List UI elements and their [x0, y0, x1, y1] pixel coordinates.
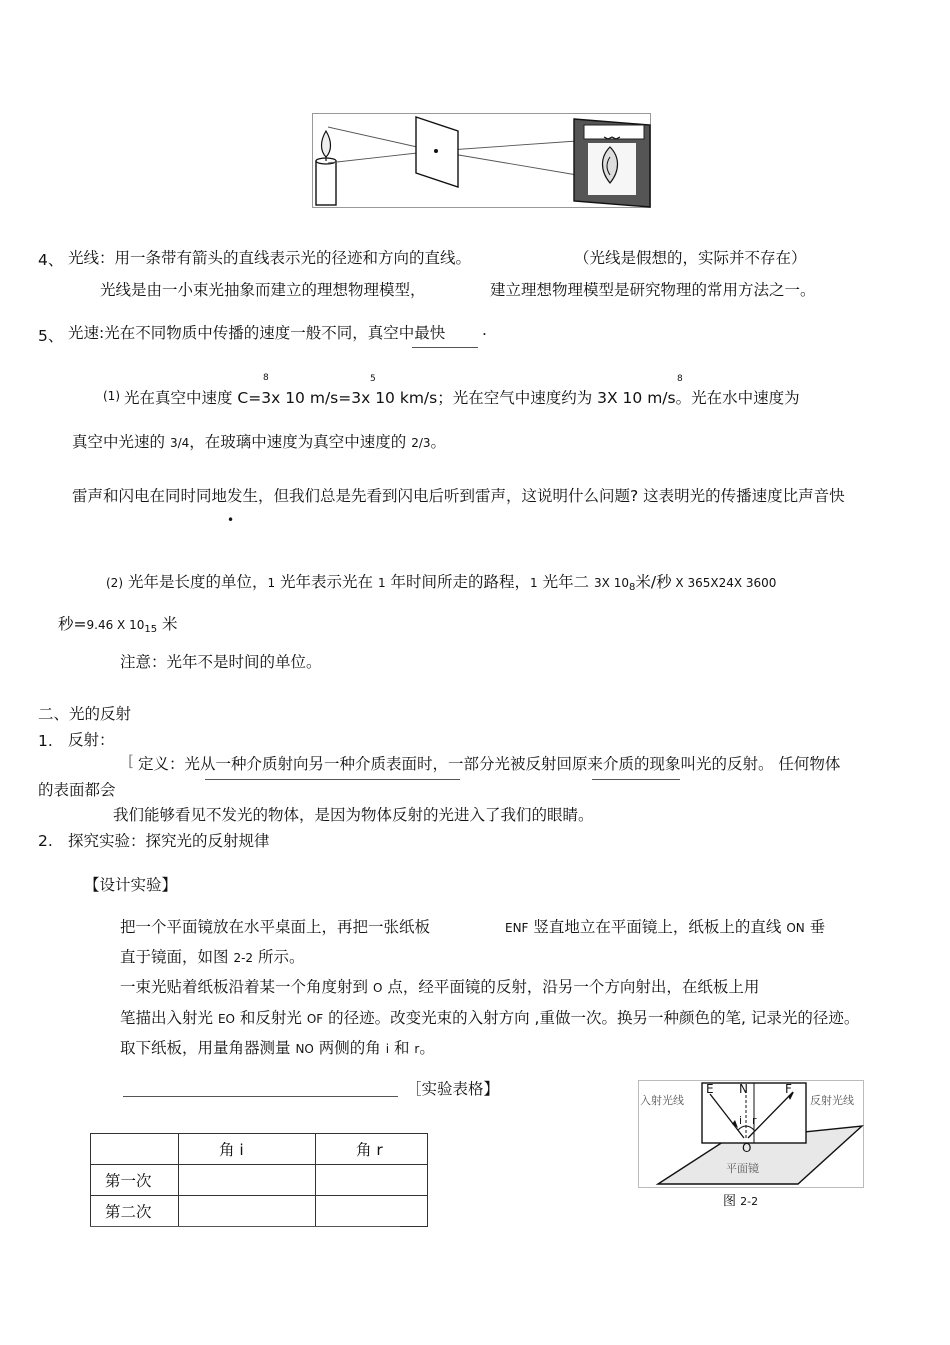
table-bottom-line [90, 1226, 400, 1227]
visibility-explanation: 我们能够看见不发光的物体，是因为物体反射的光进入了我们的眼睛。 [113, 806, 594, 824]
exponent: 5 [370, 374, 376, 384]
exponent: 8 [263, 373, 269, 383]
text: 取下纸板，用量角器测量 [120, 1039, 296, 1057]
table-row [91, 1196, 428, 1227]
part-1-continuation [72, 430, 446, 452]
table-title: ［实验表格】 [406, 1080, 500, 1098]
reflection-definition: 定义：光从一种介质射向另一种介质表面时，一部分光被反射回原来介质的现象叫光的反射。 任何物体 [138, 755, 841, 773]
table-header-row [91, 1134, 428, 1165]
table-header-cell [91, 1134, 179, 1165]
fraction: 2/3 [411, 436, 431, 450]
part-2-line [106, 570, 776, 593]
screen [574, 119, 650, 207]
table-cell[interactable] [179, 1165, 316, 1196]
underline [412, 347, 478, 348]
text: 3X 10 [594, 576, 629, 590]
part-1-label: (1) [103, 389, 120, 403]
text: 光年表示光在 [275, 573, 378, 591]
text: 光年二 [537, 573, 595, 591]
design-title: 【设计实验】 [84, 876, 178, 894]
text: 把一个平面镜放在水平桌面上，再把一张纸板 [120, 918, 431, 936]
item-4-line: 光线：用一条带有箭头的直线表示光的径迹和方向的直线。 [68, 249, 472, 267]
underline [592, 779, 680, 780]
text: 和反射光 [234, 1009, 307, 1027]
bracket: [ [128, 752, 135, 770]
text: OF [306, 1012, 324, 1026]
item-5-number: 5、 [38, 327, 64, 345]
subscript: 15 [144, 624, 158, 635]
text: 的径迹。改变光束的入射方向 ,重做一次。换另一种颜色的笔, 记录光的径迹。 [323, 1009, 860, 1027]
design-line-1 [120, 915, 430, 937]
table-header-cell: 角 i [179, 1134, 316, 1165]
reflection-apparatus-figure [638, 1080, 864, 1188]
text: 光年是长度的单位， [127, 573, 268, 591]
table-cell: 第一次 [91, 1165, 179, 1196]
text: 竖直地立在平面镜上，纸板上的直线 [528, 918, 787, 936]
label-mirror: 平面镜 [726, 1162, 759, 1175]
light-year-note: 注意：光年不是时间的单位。 [120, 653, 322, 671]
text: r [414, 1042, 420, 1056]
reflection-definition-cont: 的表面都会 [38, 781, 116, 799]
part-1-text: 光在真空中速度 C=3x 10 m/s=3x 10 km/s；光在空气中速度约为 3X 10 m/s。光在水中速度为 [124, 389, 800, 407]
text: 两侧的角 [313, 1039, 386, 1057]
label-i: i [739, 1114, 743, 1127]
text: 直于镜面，如图 [120, 948, 234, 966]
text: 1 [530, 576, 538, 590]
text: 真空中光速的 [72, 433, 170, 451]
item-2-label: 探究实验：探究光的反射规律 [68, 832, 270, 850]
text: 垂 [804, 918, 826, 936]
underline [123, 1096, 398, 1097]
underline [205, 779, 460, 780]
label-F: F [785, 1082, 792, 1096]
text: X 365X24X 3600 [671, 576, 777, 590]
item-4-number: 4、 [38, 251, 64, 269]
label-r: r [752, 1114, 757, 1127]
label-E: E [706, 1082, 714, 1096]
table-cell[interactable] [179, 1196, 316, 1227]
figure-caption [723, 1190, 758, 1209]
text: 所示。 [253, 948, 305, 966]
text: 。 [419, 1039, 435, 1057]
part-2-label: (2) [106, 576, 123, 590]
text: 年时间所走的路程， [385, 573, 531, 591]
text: 和 [389, 1039, 415, 1057]
text: NO [295, 1042, 314, 1056]
text: O [372, 981, 383, 995]
pinhole-camera-illustration [312, 113, 652, 209]
label-O: O [742, 1141, 752, 1155]
text: 米/秒 [635, 573, 672, 591]
text: 。 [430, 433, 447, 451]
text: 点，经平面镜的反射，沿另一个方向射出，在纸板上用 [382, 978, 760, 996]
item-5-line: 光速:光在不同物质中传播的速度一般不同，真空中最快 [68, 324, 446, 342]
text: EO [217, 1012, 235, 1026]
section-title: 二、光的反射 [38, 705, 132, 723]
text: 1 [377, 576, 386, 590]
text: 9.46 X 10 [86, 618, 145, 632]
item-1-number: 1. [38, 732, 53, 750]
exponent: 8 [677, 374, 683, 384]
table-cell[interactable] [316, 1165, 428, 1196]
experiment-table [90, 1133, 428, 1227]
design-line-3 [120, 975, 759, 997]
item-1-label: 反射： [68, 731, 115, 749]
text: 一束光贴着纸板沿着某一个角度射到 [120, 978, 373, 996]
thunder-question: 雷声和闪电在同时同地发生，但我们总是先看到闪电后听到雷声，这说明什么问题? 这表明光的传播速度比声音快 [72, 487, 845, 505]
text: ON [786, 921, 805, 935]
label-reflected: 反射光线 [810, 1094, 854, 1107]
label-incident: 入射光线 [640, 1094, 684, 1107]
text: 1 [267, 576, 276, 590]
item-5-dot: . [482, 321, 487, 339]
label-N: N [739, 1082, 748, 1096]
table-header-cell: 角 r [316, 1134, 428, 1165]
text: 秒= [58, 615, 87, 633]
item-4-note: （光线是假想的，实际并不存在） [574, 249, 807, 267]
table-cell[interactable] [316, 1196, 428, 1227]
table-row [91, 1165, 428, 1196]
design-line-4 [120, 1006, 859, 1028]
bullet: • [227, 513, 235, 527]
item-4-line2a: 光线是由一小束光抽象而建立的理想物理模型， [100, 281, 426, 299]
text: 笔描出入射光 [120, 1009, 218, 1027]
table-cell: 第二次 [91, 1196, 179, 1227]
part-2-continuation [58, 612, 178, 635]
design-line-2 [120, 945, 304, 967]
item-4-line2b: 建立理想物理模型是研究物理的常用方法之一。 [490, 281, 816, 299]
text: 2-2 [233, 951, 254, 965]
text: ENF [505, 921, 529, 935]
fraction: 3/4 [169, 436, 190, 450]
text: 米 [157, 615, 178, 633]
design-line-1b [505, 915, 825, 937]
design-line-5 [120, 1036, 435, 1058]
text: ，在玻璃中速度为真空中速度的 [189, 433, 412, 451]
subscript: 8 [628, 582, 636, 593]
text: i [385, 1042, 390, 1056]
text: 2-2 [740, 1195, 759, 1208]
item-2-number: 2. [38, 832, 53, 850]
text: 图 [723, 1194, 741, 1209]
